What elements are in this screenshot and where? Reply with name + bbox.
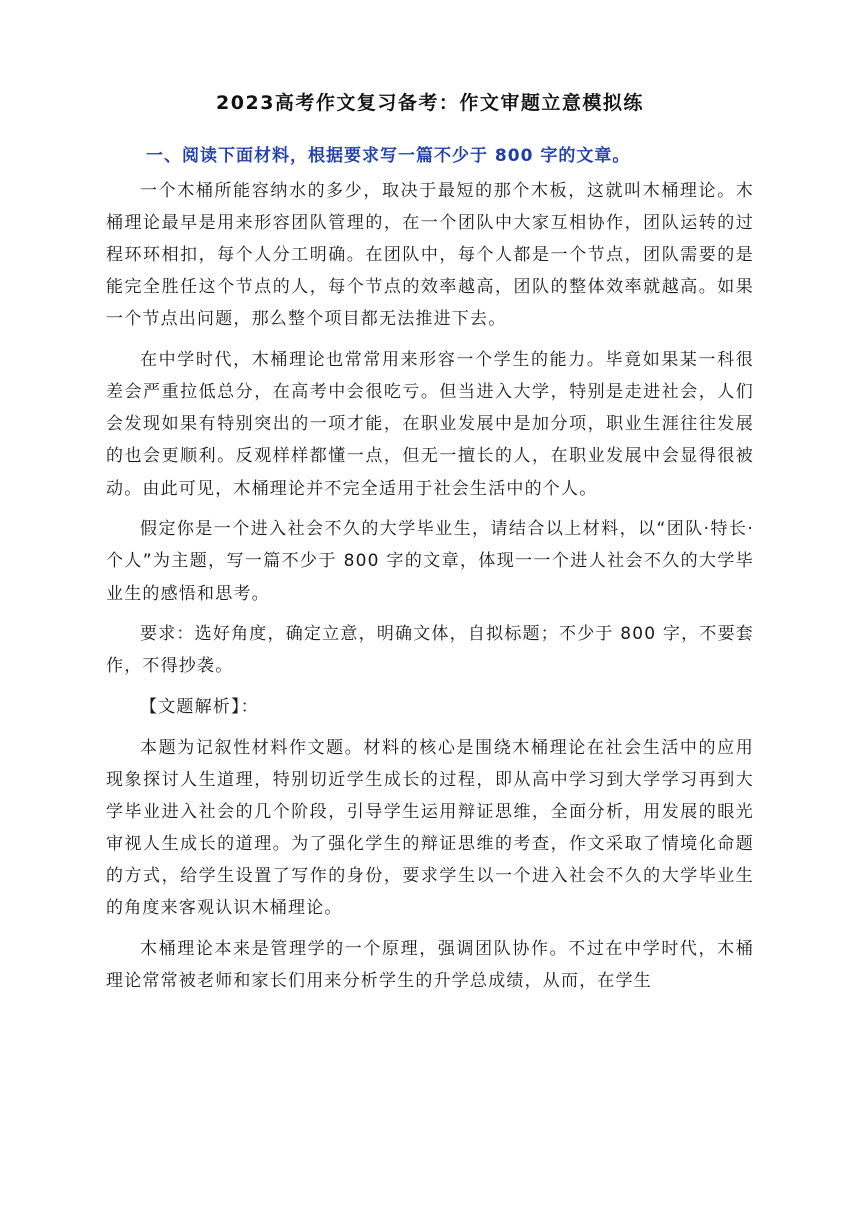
paragraph-material-1: 一个木桶所能容纳水的多少，取决于最短的那个木板，这就叫木桶理论。木桶理论最早是用来形容团队管理的，在一个团队中大家互相协作，团队运转的过程环环相扣，每个人分工明确。在团队中，每个人都是一个节点，团队需要的是能完全胜任这个节点的人，每个节点的效率越高，团队的整体效率就越高。如果一个节点出问题，那么整个项目都无法推进下去。 [106, 181, 754, 330]
paragraph-task: 假定你是一个进入社会不久的大学毕业生，请结合以上材料，以“团队·特长·个人”为主题，写一篇不少于 800 字的文章，体现一一个进人社会不久的大学毕业生的感悟和思考。 [106, 519, 754, 604]
paragraph-material-2: 在中学时代，木桶理论也常常用来形容一个学生的能力。毕竟如果某一科很差会严重拉低总分，在高考中会很吃亏。但当进入大学，特别是走进社会，人们会发现如果有特别突出的一项才能，在职业发展中是加分项，职业生涯往往发展的也会更顺利。反观样样都懂一点，但无一擅长的人，在职业发展中会显得很被动。由此可见，木桶理论并不完全适用于社会生活中的个人。 [106, 350, 754, 499]
section-heading: 一、阅读下面材料，根据要求写一篇不少于 800 字的文章。 [146, 146, 631, 166]
paragraph-analysis-1: 本题为记叙性材料作文题。材料的核心是围绕木桶理论在社会生活中的应用现象探讨人生道理，特别切近学生成长的过程，即从高中学习到大学学习再到大学毕业进入社会的几个阶段，引导学生运用辩证思维，全面分析，用发展的眼光审视人生成长的道理。为了强化学生的辩证思维的考查，作文采取了情境化命题的方式，给学生设置了写作的身份，要求学生以一个进入社会不久的大学毕业生的角度来客观认识木桶理论。 [106, 737, 754, 919]
analysis-label: 【文题解析】： [140, 697, 259, 718]
document-title: 2023高考作文复习备考：作文审题立意模拟练 [216, 92, 644, 114]
document-body [106, 175, 754, 1006]
paragraph-requirements: 要求：选好角度，确定立意，明确文体，自拟标题；不少于 800 字，不要套作，不得抄袭。 [106, 624, 754, 677]
paragraph-analysis-2: 木桶理论本来是管理学的一个原理，强调团队协作。不过在中学时代，木桶理论常常被老师和家长们用来分析学生的升学总成绩，从而，在学生 [106, 939, 754, 992]
